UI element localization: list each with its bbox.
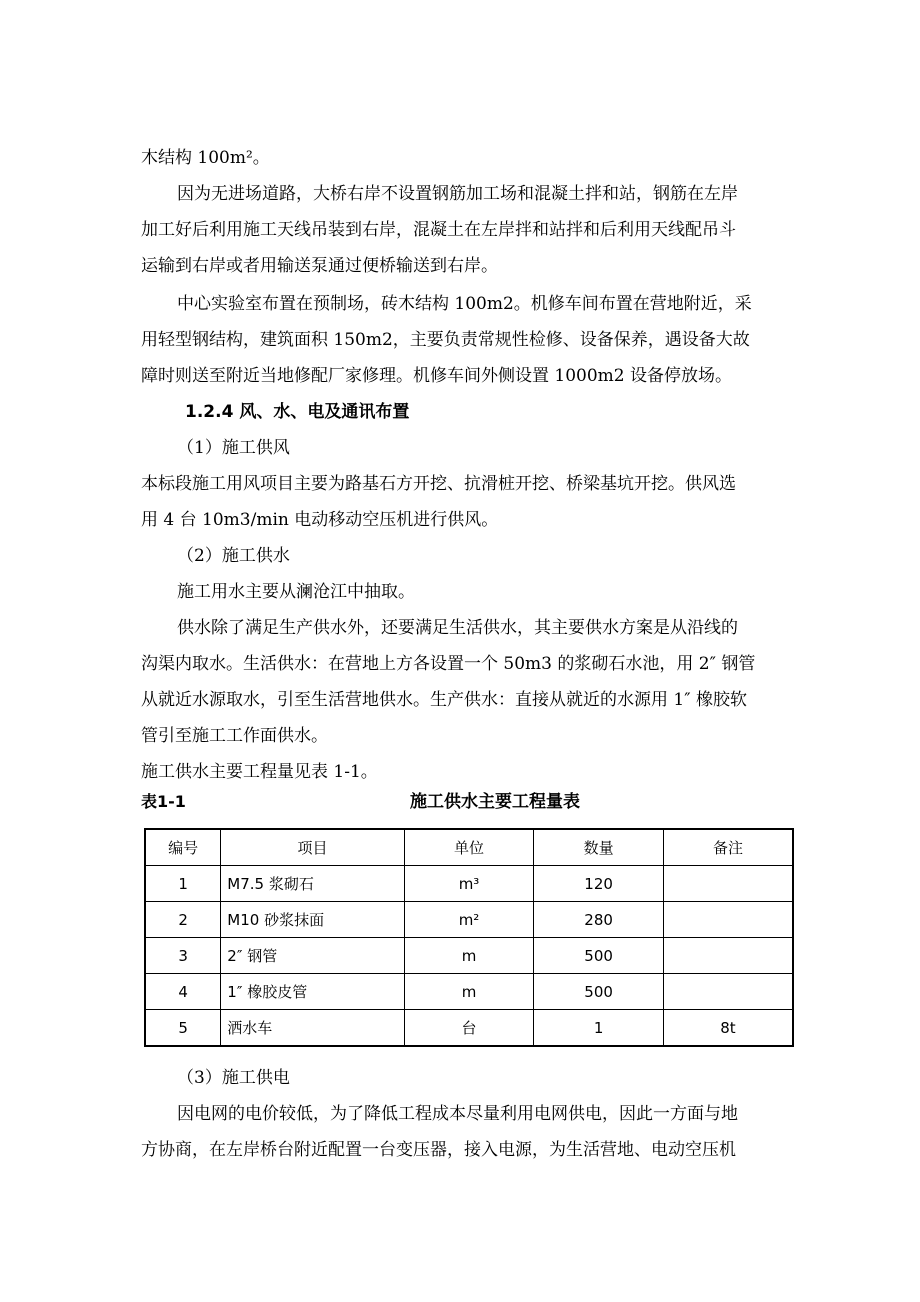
cell-item: M10 砂浆抹面 xyxy=(221,902,404,938)
header-unit: 单位 xyxy=(404,829,534,866)
cell-no: 5 xyxy=(145,1010,221,1047)
cell-qty: 280 xyxy=(534,902,664,938)
cell-note: 8t xyxy=(663,1010,793,1047)
paragraph-line: 用 4 台 10m3/min 电动移动空压机进行供风。 xyxy=(141,510,499,530)
paragraph-line: 因电网的电价较低，为了降低工程成本尽量利用电网供电，因此一方面与地 xyxy=(177,1104,738,1124)
paragraph-line: 木结构 100m²。 xyxy=(141,148,270,168)
cell-no: 4 xyxy=(145,974,221,1010)
cell-qty: 500 xyxy=(534,974,664,1010)
header-qty: 数量 xyxy=(534,829,664,866)
cell-item: 洒水车 xyxy=(221,1010,404,1047)
paragraph-line: 供水除了满足生产供水外，还要满足生活供水，其主要供水方案是从沿线的 xyxy=(177,618,738,638)
water-supply-table xyxy=(144,828,794,1047)
paragraph-line: 管引至施工工作面供水。 xyxy=(141,726,328,746)
cell-unit: 台 xyxy=(404,1010,534,1047)
paragraph-line: 因为无进场道路，大桥右岸不设置钢筋加工场和混凝土拌和站，钢筋在左岸 xyxy=(177,184,738,204)
paragraph-line: 沟渠内取水。生活供水：在营地上方各设置一个 50m3 的浆砌石水池，用 2″ 钢管 xyxy=(141,654,756,674)
cell-qty: 1 xyxy=(534,1010,664,1047)
paragraph-line: 运输到右岸或者用输送泵通过便桥输送到右岸。 xyxy=(141,256,498,276)
cell-note xyxy=(663,866,793,902)
cell-no: 2 xyxy=(145,902,221,938)
cell-unit: m³ xyxy=(404,866,534,902)
cell-qty: 500 xyxy=(534,938,664,974)
cell-unit: m xyxy=(404,938,534,974)
table-row xyxy=(145,902,793,938)
header-item: 项目 xyxy=(221,829,404,866)
subsection-heading-power: （3）施工供电 xyxy=(177,1068,290,1088)
paragraph-line: 用轻型钢结构，建筑面积 150m2，主要负责常规性检修、设备保养，遇设备大故 xyxy=(141,330,750,350)
table-number: 表1-1 xyxy=(141,792,186,811)
paragraph-line: 施工用水主要从澜沧江中抽取。 xyxy=(177,582,415,602)
table-row xyxy=(145,1010,793,1047)
header-note: 备注 xyxy=(663,829,793,866)
cell-qty: 120 xyxy=(534,866,664,902)
paragraph-line: 本标段施工用风项目主要为路基石方开挖、抗滑桩开挖、桥梁基坑开挖。供风选 xyxy=(141,474,736,494)
section-heading: 1.2.4 风、水、电及通讯布置 xyxy=(185,402,410,422)
paragraph-line: 从就近水源取水，引至生活营地供水。生产供水：直接从就近的水源用 1″ 橡胶软 xyxy=(141,690,747,710)
paragraph-line: 中心实验室布置在预制场，砖木结构 100m2。机修车间布置在营地附近，采 xyxy=(177,294,752,314)
cell-no: 3 xyxy=(145,938,221,974)
cell-note xyxy=(663,902,793,938)
paragraph-line: 施工供水主要工程量见表 1-1。 xyxy=(141,762,378,782)
cell-item: M7.5 浆砌石 xyxy=(221,866,404,902)
table-row xyxy=(145,938,793,974)
subsection-heading-water: （2）施工供水 xyxy=(177,546,290,566)
cell-note xyxy=(663,938,793,974)
header-no: 编号 xyxy=(145,829,221,866)
cell-item: 2″ 钢管 xyxy=(221,938,404,974)
paragraph-line: 方协商，在左岸桥台附近配置一台变压器，接入电源，为生活营地、电动空压机 xyxy=(141,1140,736,1160)
cell-note xyxy=(663,974,793,1010)
paragraph-line: 加工好后利用施工天线吊装到右岸，混凝土在左岸拌和站拌和后利用天线配吊斗 xyxy=(141,220,736,240)
cell-item: 1″ 橡胶皮管 xyxy=(221,974,404,1010)
table-header-row xyxy=(145,829,793,866)
cell-unit: m xyxy=(404,974,534,1010)
table-title: 施工供水主要工程量表 xyxy=(410,792,580,812)
subsection-heading-wind: （1）施工供风 xyxy=(177,438,290,458)
paragraph-line: 障时则送至附近当地修配厂家修理。机修车间外侧设置 1000m2 设备停放场。 xyxy=(141,366,733,386)
table-row xyxy=(145,866,793,902)
cell-unit: m² xyxy=(404,902,534,938)
table-row xyxy=(145,974,793,1010)
cell-no: 1 xyxy=(145,866,221,902)
